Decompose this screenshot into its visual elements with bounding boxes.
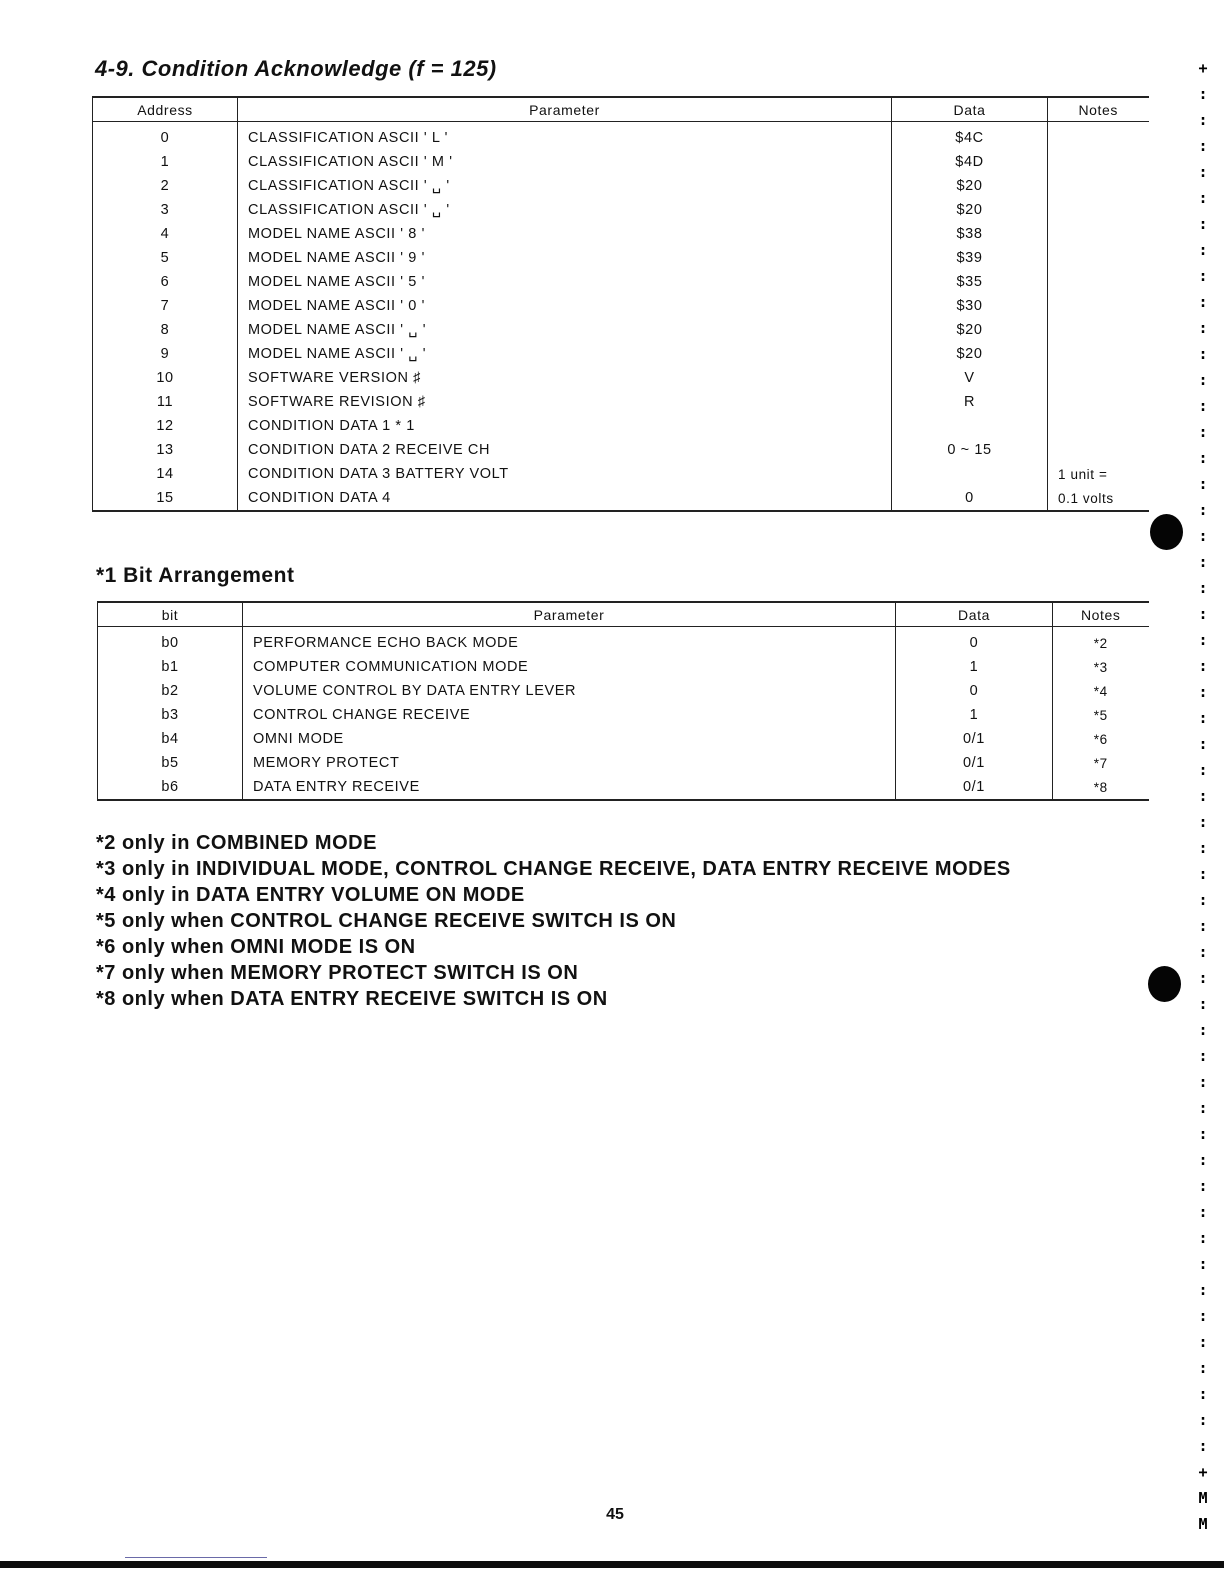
cell-bit: b6 (98, 775, 243, 800)
footnote-item: *6 only when OMNI MODE IS ON (96, 936, 416, 958)
cell-parameter: CLASSIFICATION ASCII ' L ' (238, 122, 892, 151)
column-header-bit: bit (98, 602, 243, 627)
table-row (93, 414, 1149, 438)
table-row (98, 703, 1149, 727)
table-row (93, 246, 1149, 270)
cell-data: R (892, 390, 1048, 414)
cell-parameter: SOFTWARE REVISION ♯ (238, 390, 892, 414)
hole-punch-mark (1148, 966, 1181, 1002)
cell-data: 0/1 (896, 727, 1053, 751)
cell-parameter: CONTROL CHANGE RECEIVE (243, 703, 896, 727)
cell-parameter: OMNI MODE (243, 727, 896, 751)
cell-data: 0/1 (896, 751, 1053, 775)
hole-punch-mark (1150, 514, 1183, 550)
cell-address: 4 (93, 222, 238, 246)
cell-address: 0 (93, 122, 238, 151)
cell-parameter: PERFORMANCE ECHO BACK MODE (243, 627, 896, 656)
table-row (98, 775, 1149, 800)
cell-address: 15 (93, 486, 238, 511)
cell-parameter: VOLUME CONTROL BY DATA ENTRY LEVER (243, 679, 896, 703)
table-row (98, 627, 1149, 656)
cell-bit: b3 (98, 703, 243, 727)
table-row (93, 294, 1149, 318)
cell-notes (1048, 438, 1149, 462)
cell-parameter: MODEL NAME ASCII ' 9 ' (238, 246, 892, 270)
page-number: 45 (606, 1506, 624, 1523)
cell-data: 0 (896, 679, 1053, 703)
cell-notes (1048, 270, 1149, 294)
table-row (93, 174, 1149, 198)
cell-bit: b5 (98, 751, 243, 775)
cell-parameter: MODEL NAME ASCII ' 5 ' (238, 270, 892, 294)
page-title: 4-9. Condition Acknowledge (f = 125) (95, 56, 497, 81)
cell-address: 10 (93, 366, 238, 390)
cell-notes: 0.1 volts (1048, 486, 1149, 511)
cell-notes (1048, 174, 1149, 198)
cell-notes (1048, 222, 1149, 246)
cell-notes: *2 (1053, 627, 1149, 656)
footnote-item: *2 only in COMBINED MODE (96, 832, 377, 854)
column-header-notes: Notes (1048, 97, 1149, 122)
cell-address: 13 (93, 438, 238, 462)
footnote-item: *8 only when DATA ENTRY RECEIVE SWITCH IS ON (96, 988, 608, 1010)
table-row (93, 342, 1149, 366)
cell-notes (1048, 246, 1149, 270)
table-row (93, 318, 1149, 342)
cell-notes (1048, 150, 1149, 174)
column-header-parameter: Parameter (238, 97, 892, 122)
cell-parameter: CLASSIFICATION ASCII ' ␣ ' (238, 198, 892, 222)
column-header-address: Address (93, 97, 238, 122)
cell-address: 3 (93, 198, 238, 222)
cell-bit: b0 (98, 627, 243, 656)
table-header-row (98, 602, 1149, 627)
cell-data: $20 (892, 174, 1048, 198)
cell-parameter: MODEL NAME ASCII ' ␣ ' (238, 318, 892, 342)
cell-notes (1048, 122, 1149, 151)
cell-data: 0 (892, 486, 1048, 511)
table-row (98, 679, 1149, 703)
table-row (93, 270, 1149, 294)
cell-parameter: CONDITION DATA 2 RECEIVE CH (238, 438, 892, 462)
cell-data: $38 (892, 222, 1048, 246)
cell-data: 1 (896, 655, 1053, 679)
table-row (98, 727, 1149, 751)
cell-data: 0 ~ 15 (892, 438, 1048, 462)
bit-arrangement-title: *1 Bit Arrangement (96, 564, 295, 587)
bit-arrangement-table (97, 601, 1149, 801)
table-row (93, 150, 1149, 174)
column-header-data: Data (892, 97, 1048, 122)
cell-address: 9 (93, 342, 238, 366)
cell-data: $35 (892, 270, 1048, 294)
cell-address: 11 (93, 390, 238, 414)
cell-parameter: CLASSIFICATION ASCII ' M ' (238, 150, 892, 174)
footnote-item: *3 only in INDIVIDUAL MODE, CONTROL CHANGE RECEIVE, DATA ENTRY RECEIVE MODES (96, 858, 1011, 880)
footnote-item: *4 only in DATA ENTRY VOLUME ON MODE (96, 884, 525, 906)
cell-notes (1048, 414, 1149, 438)
cell-data: $4C (892, 122, 1048, 151)
cell-data (892, 462, 1048, 486)
cell-data: $39 (892, 246, 1048, 270)
cell-bit: b1 (98, 655, 243, 679)
cell-notes (1048, 342, 1149, 366)
table-row (98, 655, 1149, 679)
table-row (93, 198, 1149, 222)
cell-data: $30 (892, 294, 1048, 318)
perforation-edge-marks: + : : : : : : : : : : : : : : : : : : : : : : : : : : : : : : : : : : : : : : : : : : : : : : : : : : : : : + M M (1198, 59, 1208, 1533)
cell-data: 1 (896, 703, 1053, 727)
cell-bit: b4 (98, 727, 243, 751)
cell-data: $4D (892, 150, 1048, 174)
cell-data: $20 (892, 342, 1048, 366)
footnote-item: *7 only when MEMORY PROTECT SWITCH IS ON (96, 962, 579, 984)
cell-parameter: CONDITION DATA 1 * 1 (238, 414, 892, 438)
cell-notes: *6 (1053, 727, 1149, 751)
cell-address: 6 (93, 270, 238, 294)
cell-address: 14 (93, 462, 238, 486)
footnote-item: *5 only when CONTROL CHANGE RECEIVE SWITCH IS ON (96, 910, 677, 932)
cell-address: 5 (93, 246, 238, 270)
column-header-data: Data (896, 602, 1053, 627)
cell-data: V (892, 366, 1048, 390)
cell-parameter: MODEL NAME ASCII ' 0 ' (238, 294, 892, 318)
cell-notes (1048, 318, 1149, 342)
cell-address: 2 (93, 174, 238, 198)
table-row (93, 462, 1149, 486)
cell-parameter: SOFTWARE VERSION ♯ (238, 366, 892, 390)
bottom-edge-bar (0, 1561, 1224, 1568)
column-header-parameter: Parameter (243, 602, 896, 627)
cell-notes: *7 (1053, 751, 1149, 775)
cell-address: 7 (93, 294, 238, 318)
cell-parameter: DATA ENTRY RECEIVE (243, 775, 896, 800)
cell-parameter: COMPUTER COMMUNICATION MODE (243, 655, 896, 679)
cell-notes (1048, 198, 1149, 222)
cell-notes: *8 (1053, 775, 1149, 800)
cell-notes: *3 (1053, 655, 1149, 679)
cell-data: $20 (892, 198, 1048, 222)
bottom-rule (125, 1557, 267, 1558)
cell-notes: *5 (1053, 703, 1149, 727)
cell-notes: 1 unit = (1048, 462, 1149, 486)
table-row (93, 222, 1149, 246)
cell-address: 8 (93, 318, 238, 342)
cell-notes (1048, 366, 1149, 390)
cell-notes: *4 (1053, 679, 1149, 703)
cell-parameter: CLASSIFICATION ASCII ' ␣ ' (238, 174, 892, 198)
table-row (93, 366, 1149, 390)
cell-notes (1048, 390, 1149, 414)
cell-parameter: CONDITION DATA 3 BATTERY VOLT (238, 462, 892, 486)
footnote-list (96, 830, 1011, 1012)
cell-parameter: CONDITION DATA 4 (238, 486, 892, 511)
cell-data: $20 (892, 318, 1048, 342)
cell-address: 12 (93, 414, 238, 438)
cell-notes (1048, 294, 1149, 318)
cell-data (892, 414, 1048, 438)
table-row (93, 486, 1149, 511)
cell-bit: b2 (98, 679, 243, 703)
table-header-row (93, 97, 1149, 122)
table-row (98, 751, 1149, 775)
table-row (93, 390, 1149, 414)
column-header-notes: Notes (1053, 602, 1149, 627)
table-row (93, 122, 1149, 151)
condition-acknowledge-table (92, 96, 1149, 512)
cell-address: 1 (93, 150, 238, 174)
cell-parameter: MEMORY PROTECT (243, 751, 896, 775)
table-row (93, 438, 1149, 462)
cell-parameter: MODEL NAME ASCII ' ␣ ' (238, 342, 892, 366)
cell-parameter: MODEL NAME ASCII ' 8 ' (238, 222, 892, 246)
cell-data: 0 (896, 627, 1053, 656)
cell-data: 0/1 (896, 775, 1053, 800)
